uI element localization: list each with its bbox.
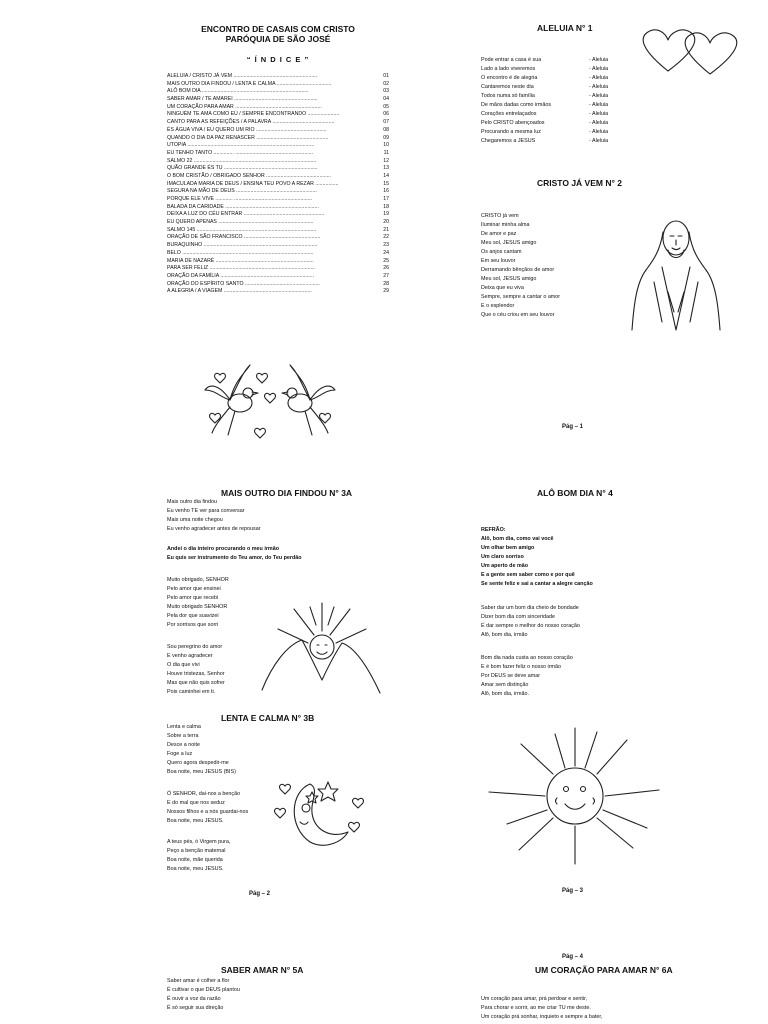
index-entry <box>167 96 389 104</box>
index-entry-page: 21 <box>383 226 389 233</box>
header-line-1: ENCONTRO DE CASAIS COM CRISTO <box>201 24 355 34</box>
index-entry-title: EU QUERO APENAS .................................................................. <box>167 219 314 226</box>
index-entry <box>167 281 389 289</box>
index-entry-title: A ALEGRIA / A VIAGEM ............................................................. <box>167 288 312 295</box>
index-entry-page: 25 <box>383 257 389 264</box>
lyric-text: Chegaremos a JESUS <box>481 138 536 144</box>
index-entry-title: MARIA DE NAZARÉ .................................................................... <box>167 257 314 264</box>
lyric-line <box>481 128 651 137</box>
lyric-line: De amor e paz <box>481 231 517 237</box>
coracao-title: UM CORAÇÃO PARA AMAR N° 6A <box>535 965 673 975</box>
index-entry-page: 16 <box>383 188 389 195</box>
header-line-2: PARÓQUIA DE SÃO JOSÉ <box>225 34 331 44</box>
lyric-text: Pelo CRISTO abençoados <box>481 120 545 126</box>
lyric-line: Peço a benção maternal <box>167 848 226 854</box>
mais-outro-refrain <box>167 545 302 563</box>
lyric-line: Em seu louvor <box>481 258 516 264</box>
saber-lyrics <box>167 977 240 1013</box>
lyric-response: - Aleluia <box>589 102 609 108</box>
index-entry-title: BURAQUINHO ............................................................................... <box>167 242 318 249</box>
lyric-line: CRISTO já vem <box>481 213 519 219</box>
lenta-verse-1 <box>167 723 236 777</box>
cristo-lyrics <box>481 212 560 320</box>
lyric-line: É cultivar o que DEUS plantou <box>167 987 240 993</box>
coracao-lyrics <box>481 995 602 1022</box>
lyric-line: Andei o dia inteiro procurando o meu irmão <box>167 546 280 552</box>
lyric-line: Alô, bom dia, irmão. <box>481 691 529 697</box>
lyric-line: E o esplendor <box>481 303 515 309</box>
lyric-line: Dizer bom dia com sinceridade <box>481 614 556 620</box>
index-entry-page: 12 <box>383 157 389 164</box>
index-entry-page: 06 <box>383 111 389 118</box>
mais-outro-verse-1 <box>167 498 261 534</box>
index-entry <box>167 219 389 227</box>
page-number-4: Pág – 4 <box>562 954 584 960</box>
lyric-line: É ouvir a voz da razão <box>167 996 221 1002</box>
page-header <box>165 24 391 44</box>
cristo-title: CRISTO JÁ VEM N° 2 <box>537 178 622 188</box>
lyric-line: Um claro sorriso <box>481 554 524 560</box>
lyric-line: Iluminar minha alma <box>481 222 530 228</box>
lyric-line: Sou peregrino do amor <box>167 644 223 650</box>
lyric-line: Pois caminhei em ti. <box>167 689 216 695</box>
lyric-line <box>481 83 651 92</box>
lyric-line: Meu sol, JESUS amigo <box>481 276 537 282</box>
alo-verse-2 <box>481 654 573 699</box>
index-entry-title: BALADA DA CARIDADE ................................................................. <box>167 203 319 210</box>
lyric-line: Derramando bênçãos de amor <box>481 267 555 273</box>
lyric-line: Alô, bom dia, irmão <box>481 632 528 638</box>
index-entry <box>167 188 389 196</box>
lyric-response: - Aleluia <box>589 57 609 63</box>
lyric-line <box>481 92 651 101</box>
index-entry-title: O BOM CRISTÃO / OBRIGADO SENHOR ............................................. <box>167 172 332 179</box>
index-entry-title: MAIS OUTRO DIA FINDOU / LENTA E CALMA ...................................... <box>167 80 332 87</box>
lyric-text: Lado a lado viveremos <box>481 66 536 72</box>
lyric-line: E do mal que nos seduz <box>167 800 225 806</box>
index-entry-page: 26 <box>383 265 389 272</box>
lyric-line: Por DEUS se deve amar <box>481 673 541 679</box>
lyric-line <box>481 101 651 110</box>
index-entry-page: 13 <box>383 165 389 172</box>
lyric-line: Pela dor que suavizei <box>167 613 219 619</box>
index-entry <box>167 73 389 81</box>
lyric-response: - Aleluia <box>589 129 609 135</box>
index-entry <box>167 150 389 158</box>
index-entry-title: SALMO 145 ................................................................................... <box>167 226 317 233</box>
index-entry-title: UM CORAÇÃO PARA AMAR ............................................................ <box>167 103 322 110</box>
index-entry-page: 18 <box>383 203 389 210</box>
lyric-line: Boa noite, meu JESUS. <box>167 818 224 824</box>
lyric-response: - Aleluia <box>589 84 609 90</box>
index-entry-title: ORAÇÃO DO ESPÍRITO SANTO .................................................... <box>167 280 320 287</box>
lyric-line: Desce a noite <box>167 742 200 748</box>
lyric-line: E venho agradecer <box>167 653 213 659</box>
mais-outro-verse-3 <box>167 643 225 697</box>
lyric-line: Amar sem distinção <box>481 682 529 688</box>
index-entry-page: 19 <box>383 211 389 218</box>
index-entry-page: 22 <box>383 234 389 241</box>
index-entry-page: 17 <box>383 196 389 202</box>
lyric-response: - Aleluia <box>589 75 609 81</box>
lyric-line: E a gente sem saber como e por quê <box>481 572 575 578</box>
index-entry-title: ALELUIA / CRISTO JÁ VEM .......................................................... <box>167 73 318 79</box>
lyric-line: Boa noite, mãe querida <box>167 857 223 863</box>
index-entry-page: 28 <box>383 280 389 287</box>
index-entry <box>167 142 389 150</box>
index-entry <box>167 265 389 273</box>
index-entry-page: 15 <box>383 180 389 187</box>
jesus-illustration <box>632 212 720 332</box>
lyric-line <box>481 137 651 146</box>
lyric-line <box>481 56 651 65</box>
index-entry <box>167 258 389 266</box>
lyric-line <box>481 74 651 83</box>
index-entry <box>167 111 389 119</box>
lyric-line: A teus pés, ó Virgem pura, <box>167 839 231 845</box>
index-entry-page: 08 <box>383 126 389 133</box>
index-entry-page: 09 <box>383 134 389 141</box>
lyric-line: Mais uma noite chegou <box>167 517 223 523</box>
lyric-line: Um coração para amar, prá perdoar e sentir, <box>481 996 588 1002</box>
lyric-line: Um coração prá sonhar, inquieto e sempre a bater, <box>481 1014 603 1020</box>
lyric-line: Quero agora despedir-me <box>167 760 229 766</box>
lyric-line: Houve tristezas, Senhor <box>167 671 225 677</box>
lyric-line: Sobre a terra <box>167 733 199 739</box>
lyric-line: O dia que vivi <box>167 662 200 668</box>
index-entry-title: SABER AMAR / TE AMAREI .......................................................... <box>167 96 318 103</box>
lenta-title: LENTA E CALMA N° 3B <box>221 713 315 723</box>
lyric-line: Boa noite, meu JESUS. <box>167 866 224 872</box>
index-entry-title: PORQUE ELE VIVE ............ ...................................................... <box>167 196 312 202</box>
lyric-line: Mais outro dia findou <box>167 499 218 505</box>
mountain-sun-illustration <box>262 595 382 705</box>
lyric-line: Saber dar um bom dia cheio de bondade <box>481 605 579 611</box>
lyric-line: Muito obrigado, SENHOR <box>167 577 229 583</box>
alo-verse-1 <box>481 604 580 640</box>
index-entry-title: SEGURA NA MÃO DE DEUS ........................................................ <box>167 188 317 195</box>
lyric-response: - Aleluia <box>589 93 609 99</box>
index-entry-page: 07 <box>383 119 389 126</box>
mais-outro-title: MAIS OUTRO DIA FINDOU N° 3A <box>221 488 353 498</box>
lyric-text: Cantaremos neste dia <box>481 84 534 90</box>
index-entry <box>167 288 389 296</box>
lyric-line: Deixa que eu viva <box>481 285 524 291</box>
lyric-line <box>481 119 651 128</box>
index-entry <box>167 119 389 127</box>
lyric-line: Pelo amor que ensinei <box>167 586 221 592</box>
index-entry <box>167 242 389 250</box>
lyric-text: De mãos dadas como irmãos <box>481 102 552 108</box>
index-entry-page: 02 <box>383 80 389 87</box>
lenta-verse-3 <box>167 838 230 874</box>
index-entry-page: 27 <box>383 272 389 279</box>
index-entry-page: 14 <box>383 172 389 179</box>
lyric-line: Alô, bom dia, como vai você <box>481 536 554 542</box>
index-entry-page: 10 <box>383 142 389 149</box>
lyric-line: Boa noite, meu JESUS (BIS) <box>167 769 236 775</box>
lyric-line: Para chorar e sorrir, ao me criar TU me deste. <box>481 1005 591 1011</box>
index-entry-title: QUANDO O DIA DA PAZ RENASCER .................................................. <box>167 134 329 141</box>
lyric-line: REFRÃO: <box>481 527 506 533</box>
index-entry-page: 01 <box>383 73 389 79</box>
index-entry <box>167 88 389 96</box>
hearts-illustration <box>638 26 748 78</box>
alo-title: ALÔ BOM DIA N° 4 <box>537 488 613 498</box>
index-entry <box>167 173 389 181</box>
index-entry-title: IMACULADA MARIA DE DEUS / ENSINA TEU POVO A REZAR ................ <box>167 180 339 187</box>
index-entry-title: ORAÇÃO DE SÃO FRANCISCO ..................................................... <box>167 234 321 241</box>
index-entry-title: EU TENHO TANTO .............. ...................................................... <box>167 149 314 156</box>
aleluia-lyrics <box>481 56 651 146</box>
alo-refrain <box>481 526 593 589</box>
lyric-line: É só seguir sua direção <box>167 1005 224 1011</box>
index-entry <box>167 250 389 258</box>
index-entry-title: UTOPIA ........................................................................................ <box>167 142 315 149</box>
lyric-line: Sempre, sempre a cantar o amor <box>481 294 561 300</box>
index-entry <box>167 127 389 135</box>
mais-outro-verse-2 <box>167 576 229 630</box>
index-entry <box>167 211 389 219</box>
lyric-line: Um aperto de mão <box>481 563 529 569</box>
index-entry-title: CANTO PARA AS REFEIÇÕES / A PALAVRA ........................................... <box>167 119 335 126</box>
lyric-line: Mas que não quis sofrer <box>167 680 225 686</box>
index-entry-title: QUÃO GRANDE ÉS TU ................................................................. <box>167 165 318 172</box>
index-entry-title: ALÔ BOM DIA .......................................................................... <box>167 88 309 95</box>
lyric-line: Pelo amor que recebi <box>167 595 219 601</box>
page-number-2: Pág – 2 <box>249 891 271 897</box>
index-entry-title: NINGUÉM TE AMA COMO EU / SEMPRE ENCONTRANDO ...................... <box>167 111 340 118</box>
index-entry-page: 20 <box>383 219 389 226</box>
index-entry-page: 03 <box>383 88 389 95</box>
moon-stars-illustration <box>270 772 370 852</box>
doves-illustration <box>200 355 340 445</box>
lyric-response: - Aleluia <box>589 111 609 117</box>
lyric-line <box>481 110 651 119</box>
lyric-line <box>481 65 651 74</box>
index-entry-title: DEIXA A LUZ DO CÉU ENTRAR ........................................................ <box>167 211 325 218</box>
index-entry <box>167 196 389 204</box>
sun-illustration <box>487 724 662 869</box>
index-entry-page: 11 <box>383 149 389 156</box>
lyric-line: Os anjos cantam <box>481 249 522 255</box>
index-entry <box>167 234 389 242</box>
index-entry-page: 23 <box>383 242 389 249</box>
lyric-line: Muito obrigado SENHOR <box>167 604 228 610</box>
index-title: “ Í N D I C E ” <box>246 55 310 64</box>
index-entry-title: SALMO 22 ..................................................................................... <box>167 157 317 164</box>
index-entry <box>167 135 389 143</box>
lyric-text: Procurando a mesma luz <box>481 129 541 135</box>
lyric-text: Corações entrelaçados <box>481 111 537 117</box>
lyric-response: - Aleluia <box>589 138 609 144</box>
lyric-line: Por sorrisos que sorri <box>167 622 219 628</box>
lyric-line: E é bom fazer feliz o nosso irmão <box>481 664 561 670</box>
lyric-line: Se sente feliz e sai a cantar a alegre canção <box>481 581 593 587</box>
lyric-text: Todos numa só família <box>481 93 535 99</box>
lyric-line: Saber amar é colher a flor <box>167 978 230 984</box>
lyric-line: Foge a luz <box>167 751 193 757</box>
index-entry-title: ÉS ÁGUA VIVA / EU QUERO UM RIO ................................................. <box>167 126 327 133</box>
page-number-1: Pág – 1 <box>562 424 584 430</box>
lyric-line: Um olhar bem amigo <box>481 545 535 551</box>
index-entry-page: 04 <box>383 96 389 103</box>
index-entry-page: 24 <box>383 249 389 256</box>
lyric-line: Lenta e calma <box>167 724 201 730</box>
lyric-line: Eu venho TE ver para conversar <box>167 508 245 514</box>
index-entry <box>167 165 389 173</box>
lenta-verse-2 <box>167 790 248 826</box>
lyric-line: Nossos filhos e a nós guardai-nos <box>167 809 249 815</box>
lyric-text: O encontro é de alegria <box>481 75 538 81</box>
saber-title: SABER AMAR N° 5A <box>221 965 304 975</box>
index-entry <box>167 273 389 281</box>
index-entry-page: 05 <box>383 103 389 110</box>
lyric-response: - Aleluia <box>589 66 609 72</box>
lyric-line: Eu quis ser instrumento do Teu amor, do Teu perdão <box>167 555 302 561</box>
index-entry-title: ORAÇÃO DA FAMÍLIA ................................................................. <box>167 272 315 279</box>
index-entry-title: PARA SER FELIZ ......................................................................... <box>167 265 315 272</box>
lyric-line: Que o céu criou em seu louvor <box>481 312 555 318</box>
lyric-line: Meu sol, JESUS amigo <box>481 240 537 246</box>
index-entry-title: BELO ........................................................................................... <box>167 249 314 256</box>
lyric-text: Pode entrar a casa é sua <box>481 57 542 63</box>
index-list <box>167 73 389 296</box>
lyric-line: Eu venho agradecer antes de repousar <box>167 526 261 532</box>
aleluia-title: ALELUIA N° 1 <box>537 23 593 33</box>
lyric-response: - Aleluia <box>589 120 609 126</box>
lyric-line: Ó SENHOR, dai-nos a benção <box>167 791 241 797</box>
lyric-line: É dar sempre o melhor do nosso coração <box>481 623 580 629</box>
index-entry-page: 29 <box>383 288 389 295</box>
page-number-3: Pág – 3 <box>562 888 584 894</box>
lyric-line: Bom dia nada custa ao nosso coração <box>481 655 573 661</box>
